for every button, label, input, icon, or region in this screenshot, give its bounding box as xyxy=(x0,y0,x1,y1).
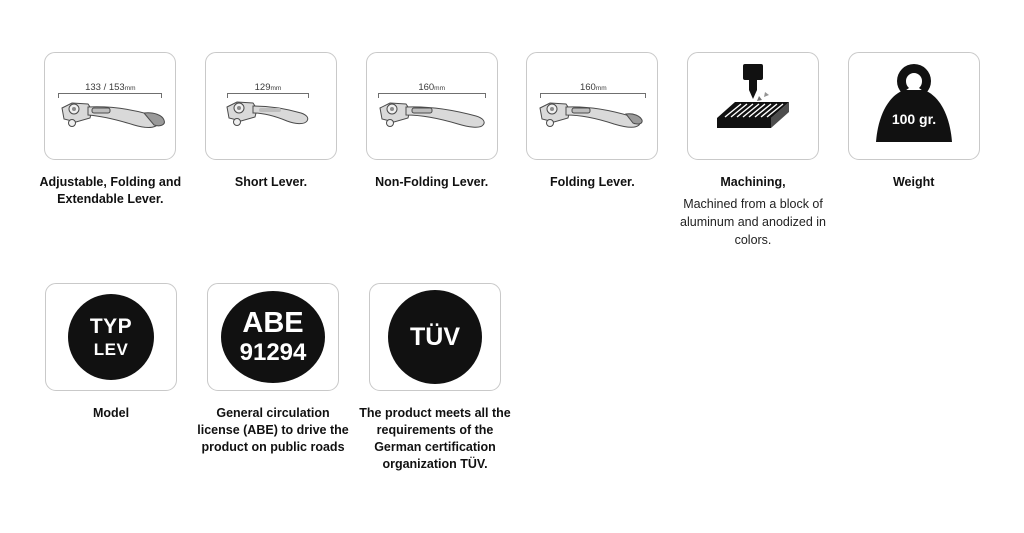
dimension-unit: mm xyxy=(434,85,446,92)
feature-card-abe-certification xyxy=(192,283,354,456)
motorcycle-lever-icon xyxy=(48,58,172,154)
weight-kettlebell-icon xyxy=(866,58,962,154)
lever-illustration-tile xyxy=(366,52,498,160)
feature-card-weight xyxy=(833,52,994,191)
dimension-label xyxy=(378,82,486,93)
feature-caption: General circulation license (ABE) to drive the product on public roads xyxy=(197,406,349,454)
dimension-label xyxy=(58,82,162,93)
dimension-label xyxy=(227,82,309,93)
badge-line-1: TYP xyxy=(89,315,133,339)
dimension-unit: mm xyxy=(270,85,282,92)
feature-card-folding-lever xyxy=(512,52,673,191)
lever-shape xyxy=(48,94,172,140)
feature-card-model xyxy=(30,283,192,422)
badge-line-2: LEV xyxy=(93,340,129,360)
weight-illustration-tile xyxy=(848,52,980,160)
cnc-milling-icon xyxy=(701,60,805,152)
lever-illustration-tile xyxy=(44,52,176,160)
lever-illustration-tile xyxy=(526,52,658,160)
feature-caption: Weight xyxy=(892,175,935,189)
lever-shape xyxy=(530,94,654,140)
motorcycle-lever-icon xyxy=(209,58,333,154)
feature-caption: Non-Folding Lever. xyxy=(375,175,489,189)
lever-shape xyxy=(370,94,494,140)
abe-badge-tile xyxy=(207,283,339,391)
feature-card-adjustable-folding-extendable-lever xyxy=(30,52,191,208)
feature-row-1 xyxy=(30,52,994,249)
weight-value-label: 100 gr. xyxy=(891,111,936,127)
dimension-label xyxy=(540,82,646,93)
dimension-unit: mm xyxy=(595,85,607,92)
feature-caption: Model xyxy=(92,406,130,421)
lever-illustration-tile xyxy=(205,52,337,160)
motorcycle-lever-icon xyxy=(530,58,654,154)
feature-caption: Folding Lever. xyxy=(549,175,635,189)
abe-badge xyxy=(221,291,325,383)
feature-caption: Machining, xyxy=(720,175,786,189)
feature-card-non-folding-lever xyxy=(351,52,512,191)
feature-description: Machined from a block of aluminum and anodized in colors. xyxy=(680,196,826,248)
feature-caption: Adjustable, Folding and Extendable Lever. xyxy=(39,175,182,206)
feature-caption: Short Lever. xyxy=(234,175,308,189)
lever-shape xyxy=(209,94,333,140)
motorcycle-lever-icon xyxy=(370,58,494,154)
badge-line-2: 91294 xyxy=(239,339,307,367)
typ-lev-badge xyxy=(68,294,154,380)
feature-caption: The product meets all the requirements of the German certification organization TÜV. xyxy=(359,406,511,471)
feature-card-short-lever xyxy=(191,52,352,191)
tuv-badge-tile xyxy=(369,283,501,391)
feature-card-tuv-certification xyxy=(354,283,516,473)
dimension-unit: mm xyxy=(124,85,136,92)
badge-line-1: TÜV xyxy=(410,322,460,351)
tuv-badge xyxy=(388,290,482,384)
dimension-value: 133 / 153 xyxy=(85,82,125,93)
feature-card-machining xyxy=(673,52,834,249)
dimension-value: 160 xyxy=(579,82,596,93)
dimension-value: 129 xyxy=(254,82,271,93)
dimension-value: 160 xyxy=(418,82,435,93)
badge-line-1: ABE xyxy=(242,307,304,340)
model-badge-tile xyxy=(45,283,177,391)
feature-row-2 xyxy=(30,283,994,473)
machining-illustration-tile xyxy=(687,52,819,160)
